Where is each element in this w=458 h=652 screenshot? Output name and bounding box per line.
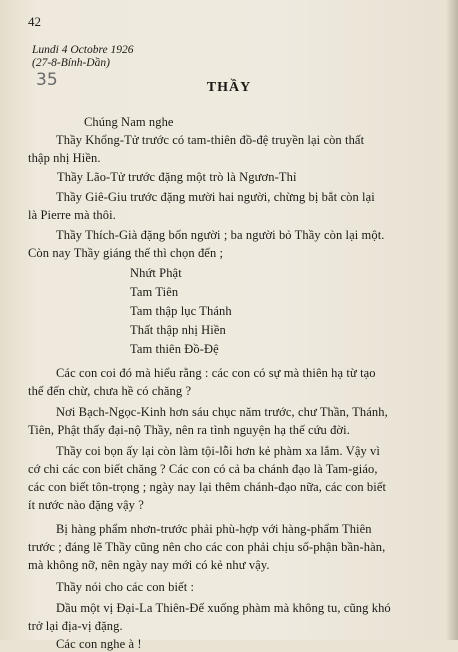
text-line: trước ; đáng lẽ Thầy cũng nên cho các con phải chịu số-phận bần-hàn, xyxy=(28,540,386,554)
handwritten-note: 35 xyxy=(36,70,58,90)
text-line: Các con coi đó mà hiểu rằng : các con có sự mà thiên hạ từ tạo xyxy=(56,366,376,380)
text-line: ít nước nào đặng vậy ? xyxy=(28,498,144,512)
text-line: Thầy coi bọn ấy lại còn làm tội-lỗi hơn kẻ phàm xa lắm. Vậy vì xyxy=(56,444,380,458)
text-line: Còn nay Thầy giáng thế thì chọn đến ; xyxy=(28,246,224,260)
text-line: Tiên, Phật thấy đại-nộ Thầy, nên ra tình nguyện hạ thế cứu đời. xyxy=(28,423,350,437)
text-line: trở lại địa-vị đặng. xyxy=(28,619,123,633)
text-line: Thầy Khổng-Tử trước có tam-thiên đồ-đệ truyền lại còn thất xyxy=(56,133,365,147)
enumeration-item: Tam thập lục Thánh xyxy=(130,304,232,318)
text-line: Chúng Nam nghe xyxy=(84,115,174,129)
text-line: Thầy Thích-Già đặng bốn người ; ba người bỏ Thầy còn lại một. xyxy=(56,228,385,242)
text-line: mà không nỡ, nên ngày nay mới có kẻ như vậy. xyxy=(28,558,270,572)
text-line: là Pierre mà thôi. xyxy=(28,208,116,222)
text-line: Thầy Giê-Giu trước đặng mười hai người, chừng bị bắt còn lại xyxy=(56,190,375,204)
date-line-french: Lundi 4 Octobre 1926 xyxy=(32,44,134,56)
enumeration-item: Nhứt Phật xyxy=(130,266,182,280)
page-title: THẦY xyxy=(206,80,252,95)
text-line: Thầy Lão-Tử trước đặng một trò là Ngươn-Thỉ xyxy=(57,170,297,184)
page-number: 42 xyxy=(28,14,41,29)
text-line: Dầu một vị Đại-La Thiên-Đế xuống phàm mà không tu, cũng khó xyxy=(56,601,391,615)
page-spine-shadow xyxy=(446,0,458,640)
enumeration-item: Tam Tiên xyxy=(130,285,179,299)
text-line: Bị hàng phẩm nhơn-trước phải phù-hợp với hàng-phẩm Thiên xyxy=(56,522,372,536)
text-line: thế đến chừ, chưa hề có chăng ? xyxy=(28,384,192,398)
text-line: thập nhị Hiền. xyxy=(28,151,101,165)
text-line: cớ chi các con biết chăng ? Các con có cả ba chánh đạo là Tam-giáo, xyxy=(28,462,378,476)
text-line: Nơi Bạch-Ngọc-Kinh hơn sáu chục năm trước, chư Thần, Thánh, xyxy=(56,405,388,419)
enumeration-item: Tam thiên Đồ-Đệ xyxy=(130,342,219,356)
text-line: Thầy nói cho các con biết : xyxy=(56,580,195,594)
enumeration-item: Thất thập nhị Hiền xyxy=(130,323,226,337)
text-line: các con biết tôn-trọng ; ngày nay lại thêm chánh-đạo nữa, các con biết xyxy=(28,480,387,494)
text-line: Các con nghe à ! xyxy=(56,637,142,651)
date-heading xyxy=(32,44,133,70)
date-line-lunar: (27-8-Bính-Dần) xyxy=(32,57,110,69)
